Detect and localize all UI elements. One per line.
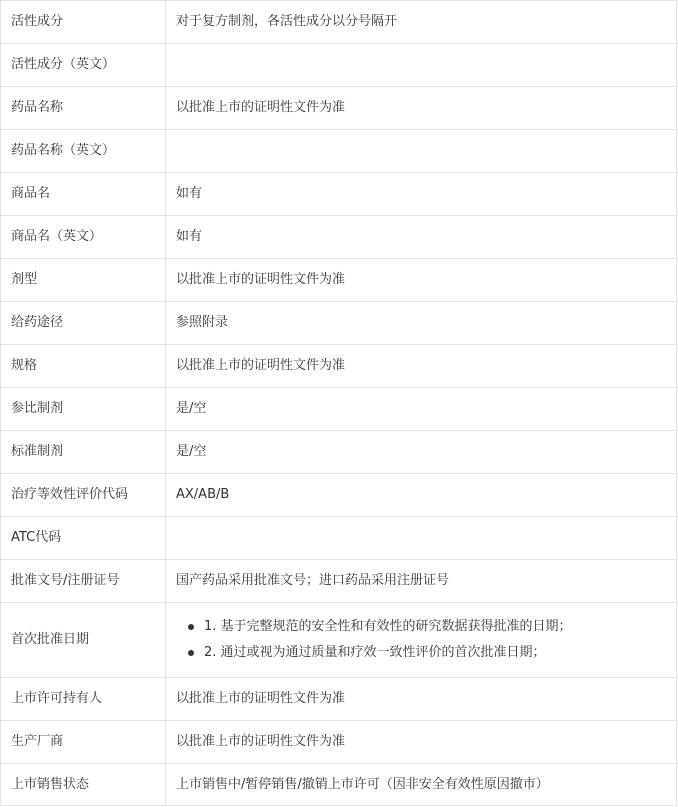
table-row — [1, 302, 677, 345]
field-value — [166, 517, 677, 560]
table-row — [1, 1, 677, 44]
table-row — [1, 87, 677, 130]
field-label: 批准文号/注册证号 — [1, 560, 166, 603]
field-label: 活性成分 — [1, 1, 166, 44]
field-value — [166, 44, 677, 87]
field-label: ATC代码 — [1, 517, 166, 560]
table-row — [1, 345, 677, 388]
list-item: 2. 通过或视为通过质量和疗效一致性评价的首次批准日期； — [204, 644, 666, 662]
field-value: 以批准上市的证明性文件为准 — [166, 721, 677, 764]
table-row — [1, 44, 677, 87]
table-row — [1, 173, 677, 216]
field-label: 活性成分（英文） — [1, 44, 166, 87]
table-row — [1, 431, 677, 474]
list-item: 1. 基于完整规范的安全性和有效性的研究数据获得批准的日期； — [204, 618, 666, 636]
field-value: 国产药品采用批准文号；进口药品采用注册证号 — [166, 560, 677, 603]
table-row — [1, 474, 677, 517]
field-label: 药品名称（英文） — [1, 130, 166, 173]
table-row — [1, 678, 677, 721]
table-row — [1, 560, 677, 603]
field-label: 参比制剂 — [1, 388, 166, 431]
table-row — [1, 517, 677, 560]
field-label: 治疗等效性评价代码 — [1, 474, 166, 517]
field-label: 给药途径 — [1, 302, 166, 345]
field-label: 上市许可持有人 — [1, 678, 166, 721]
field-value: 是/空 — [166, 431, 677, 474]
table-row — [1, 130, 677, 173]
field-value: 以批准上市的证明性文件为准 — [166, 87, 677, 130]
field-label: 标准制剂 — [1, 431, 166, 474]
table-row — [1, 603, 677, 678]
field-value: 是/空 — [166, 388, 677, 431]
field-value: 对于复方制剂，各活性成分以分号隔开 — [166, 1, 677, 44]
field-label: 上市销售状态 — [1, 764, 166, 806]
field-value: 如有 — [166, 216, 677, 259]
field-value: 如有 — [166, 173, 677, 216]
field-value: 参照附录 — [166, 302, 677, 345]
table-row — [1, 764, 677, 806]
field-value: 以批准上市的证明性文件为准 — [166, 345, 677, 388]
field-value: 以批准上市的证明性文件为准 — [166, 678, 677, 721]
table-row — [1, 388, 677, 431]
field-label: 剂型 — [1, 259, 166, 302]
table-row — [1, 259, 677, 302]
field-label: 生产厂商 — [1, 721, 166, 764]
field-label: 商品名 — [1, 173, 166, 216]
table-row — [1, 216, 677, 259]
approval-date-list — [176, 618, 666, 662]
field-value: 以批准上市的证明性文件为准 — [166, 259, 677, 302]
field-label: 规格 — [1, 345, 166, 388]
field-value — [166, 130, 677, 173]
field-value: 上市销售中/暂停销售/撤销上市许可（因非安全有效性原因撤市） — [166, 764, 677, 806]
field-label: 药品名称 — [1, 87, 166, 130]
field-label: 商品名（英文） — [1, 216, 166, 259]
field-value — [166, 603, 677, 678]
field-value: AX/AB/B — [166, 474, 677, 517]
field-label: 首次批准日期 — [1, 603, 166, 678]
table-row — [1, 721, 677, 764]
